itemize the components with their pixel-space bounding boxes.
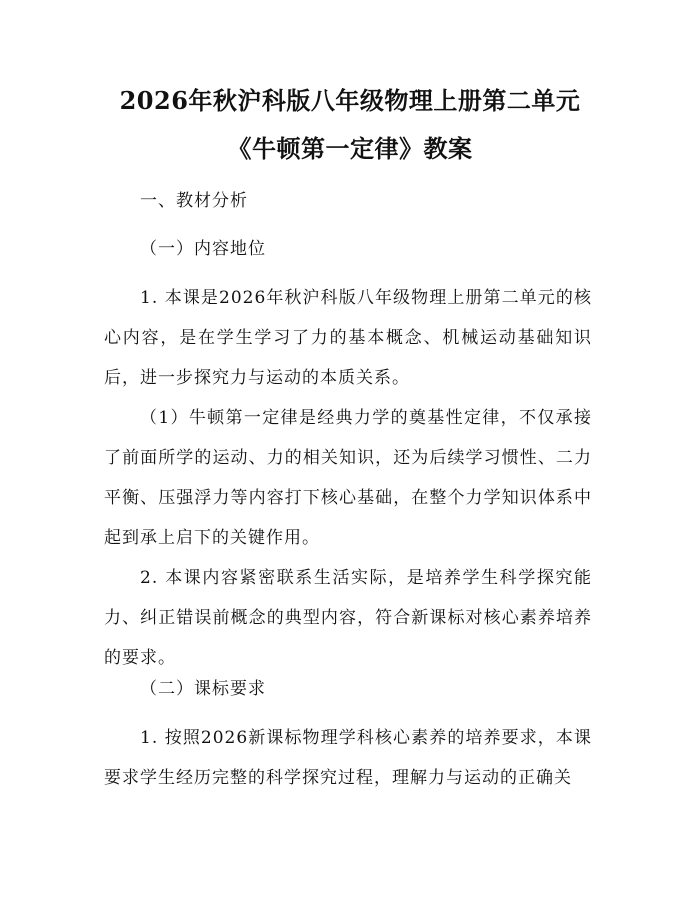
document-title-line-2: 《牛顿第一定律》教案: [227, 134, 473, 163]
document-title-line-1: 2026年秋沪科版八年级物理上册第二单元: [119, 86, 581, 115]
subsection-heading-curriculum-requirements: （二）课标要求: [140, 679, 266, 699]
paragraph-2: （1）牛顿第一定律是经典力学的奠基性定律，不仅承接了前面所学的运动、力的相关知识，还为后续学习惯性、二力平衡、压强浮力等内容打下核心基础，在整个力学知识体系中起到承上启下的关键作用。: [104, 408, 592, 548]
subsection-heading-content-position: （一）内容地位: [140, 239, 266, 259]
paragraph-4: 1. 按照2026新课标物理学科核心素养的培养要求，本课要求学生经历完整的科学探究过程，理解力与运动的正确关: [104, 728, 592, 788]
paragraph-1: 1. 本课是2026年秋沪科版八年级物理上册第二单元的核心内容，是在学生学习了力的基本概念、机械运动基础知识后，进一步探究力与运动的本质关系。: [104, 288, 592, 388]
section-heading-teaching-material-analysis: 一、教材分析: [140, 191, 248, 211]
paragraph-3: 2. 本课内容紧密联系生活实际，是培养学生科学探究能力、纠正错误前概念的典型内容，符合新课标对核心素养培养的要求。: [104, 568, 592, 668]
